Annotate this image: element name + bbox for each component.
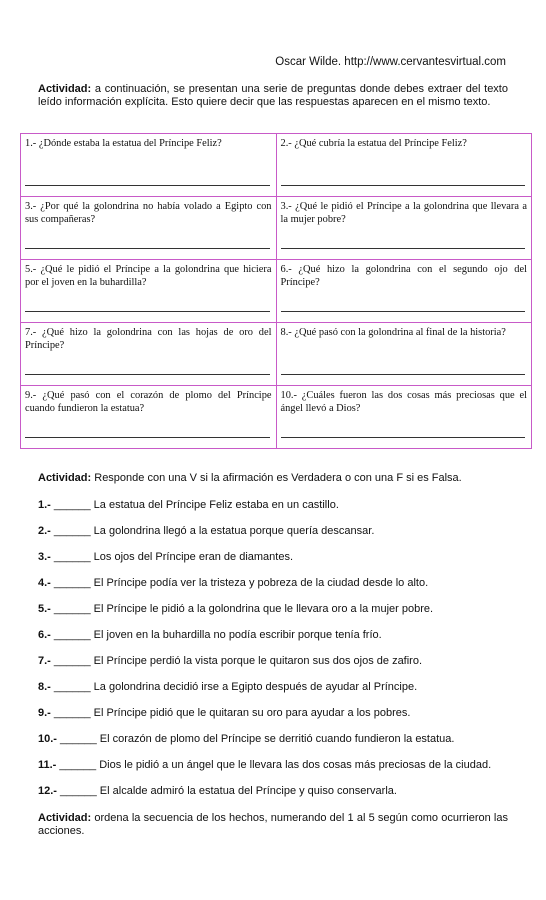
statement-number: 5.-: [38, 603, 51, 615]
statement-text: El Príncipe perdió la vista porque le quitaron sus dos ojos de zafiro.: [93, 655, 423, 667]
answer-line[interactable]: [281, 374, 526, 375]
statement-text: Los ojos del Príncipe eran de diamantes.: [93, 551, 294, 563]
statement-item: [38, 680, 491, 706]
answer-blank[interactable]: ______: [50, 499, 94, 511]
question-text: 7.- ¿Qué hizo la golondrina con las hojas de oro del Príncipe?: [25, 327, 272, 351]
statement-item: [38, 498, 491, 524]
statement-text: El Príncipe le pidió a la golondrina que le llevara oro a la mujer pobre.: [93, 603, 434, 615]
statement-item: [38, 628, 491, 654]
statement-item: [38, 576, 491, 602]
answer-blank[interactable]: ______: [50, 707, 94, 719]
statement-number: 7.-: [38, 655, 51, 667]
statement-text: El Príncipe podía ver la tristeza y pobreza de la ciudad desde lo alto.: [93, 577, 429, 589]
answer-line[interactable]: [25, 248, 270, 249]
question-text: 9.- ¿Qué pasó con el corazón de plomo del Príncipe cuando fundieron la estatua?: [25, 390, 272, 414]
statement-item: [38, 524, 491, 550]
statement-number: 11.-: [38, 759, 57, 771]
answer-line[interactable]: [25, 374, 270, 375]
answer-blank[interactable]: ______: [56, 785, 100, 797]
answer-blank[interactable]: ______: [50, 525, 94, 537]
activity-instructions-1: [38, 83, 508, 109]
statement-text: La golondrina decidió irse a Egipto después de ayudar al Príncipe.: [93, 681, 418, 693]
answer-blank[interactable]: ______: [50, 577, 94, 589]
answer-line[interactable]: [281, 437, 526, 438]
activity-text: a continuación, se presentan una serie de preguntas donde debes extraer del texto leído información explícita. Esto quiere decir que las respuestas aparecen en el mismo texto.: [38, 83, 508, 108]
question-text: 8.- ¿Qué pasó con la golondrina al final de la historia?: [280, 327, 506, 338]
question-cell: [276, 197, 532, 260]
answer-blank[interactable]: ______: [50, 655, 94, 667]
statement-text: La golondrina llegó a la estatua porque quería descansar.: [93, 525, 375, 537]
answer-blank[interactable]: ______: [50, 603, 94, 615]
question-text: 5.- ¿Qué le pidió el Príncipe a la golondrina que hiciera por el joven en la buhardilla?: [25, 264, 272, 288]
question-text: 10.- ¿Cuáles fueron las dos cosas más preciosas que el ángel llevó a Dios?: [280, 390, 527, 414]
answer-line[interactable]: [25, 311, 270, 312]
statement-item: [38, 732, 491, 758]
question-text: 3.- ¿Qué le pidió el Príncipe a la golondrina que llevara a la mujer pobre?: [280, 201, 527, 225]
statement-number: 3.-: [38, 551, 51, 563]
statement-item: [38, 602, 491, 628]
activity-text: ordena la secuencia de los hechos, numerando del 1 al 5 según como ocurrieron las acciones.: [38, 812, 508, 837]
statement-number: 10.-: [38, 733, 57, 745]
question-cell: [21, 386, 277, 449]
statement-number: 12.-: [38, 785, 57, 797]
activity-label: Actividad:: [38, 472, 92, 484]
answer-blank[interactable]: ______: [50, 551, 94, 563]
question-cell: [21, 134, 277, 197]
question-cell: [21, 323, 277, 386]
question-cell: [276, 386, 532, 449]
statement-text: Dios le pidió a un ángel que le llevara las dos cosas más preciosas de la ciudad.: [99, 759, 492, 771]
statement-item: [38, 706, 491, 732]
statement-item: [38, 654, 491, 680]
statement-item: [38, 550, 491, 576]
question-cell: [276, 260, 532, 323]
answer-blank[interactable]: ______: [50, 629, 94, 641]
statement-text: El Príncipe pidió que le quitaran su oro para ayudar a los pobres.: [93, 707, 411, 719]
answer-line[interactable]: [25, 185, 270, 186]
answer-line[interactable]: [281, 185, 526, 186]
question-cell: [276, 323, 532, 386]
question-cell: [276, 134, 532, 197]
statement-text: El corazón de plomo del Príncipe se derritió cuando fundieron la estatua.: [99, 733, 455, 745]
answer-blank[interactable]: ______: [56, 759, 100, 771]
statement-number: 6.-: [38, 629, 51, 641]
activity-label: Actividad:: [38, 812, 92, 824]
question-text: 3.- ¿Por qué la golondrina no había volado a Egipto con sus compañeras?: [25, 201, 272, 225]
question-cell: [21, 260, 277, 323]
answer-line[interactable]: [281, 311, 526, 312]
statement-number: 8.-: [38, 681, 51, 693]
statement-number: 9.-: [38, 707, 51, 719]
answer-line[interactable]: [25, 437, 270, 438]
question-text: 1.- ¿Dónde estaba la estatua del Príncipe Feliz?: [25, 138, 222, 149]
question-cell: [21, 197, 277, 260]
statement-text: El alcalde admiró la estatua del Príncipe y quiso conservarla.: [99, 785, 397, 797]
activity-instructions-2: [38, 472, 462, 484]
source-citation: Oscar Wilde. http://www.cervantesvirtual.com: [275, 56, 506, 68]
question-text: 2.- ¿Qué cubría la estatua del Príncipe Feliz?: [280, 138, 467, 149]
statement-text: El joven en la buhardilla no podía escribir porque tenía frío.: [93, 629, 382, 641]
statement-number: 2.-: [38, 525, 51, 537]
question-text: 6.- ¿Qué hizo la golondrina con el segundo ojo del Príncipe?: [280, 264, 527, 288]
statement-number: 1.-: [38, 499, 51, 511]
statement-item: [38, 758, 491, 784]
activity-instructions-3: [38, 812, 508, 838]
answer-blank[interactable]: ______: [56, 733, 100, 745]
answer-line[interactable]: [281, 248, 526, 249]
activity-label: Actividad:: [38, 83, 92, 95]
statement-text: La estatua del Príncipe Feliz estaba en un castillo.: [93, 499, 339, 511]
true-false-list: [38, 498, 491, 810]
activity-text: Responde con una V si la afirmación es Verdadera o con una F si es Falsa.: [91, 472, 462, 484]
statement-item: [38, 784, 491, 810]
statement-number: 4.-: [38, 577, 51, 589]
questions-table: [20, 133, 532, 449]
answer-blank[interactable]: ______: [50, 681, 94, 693]
